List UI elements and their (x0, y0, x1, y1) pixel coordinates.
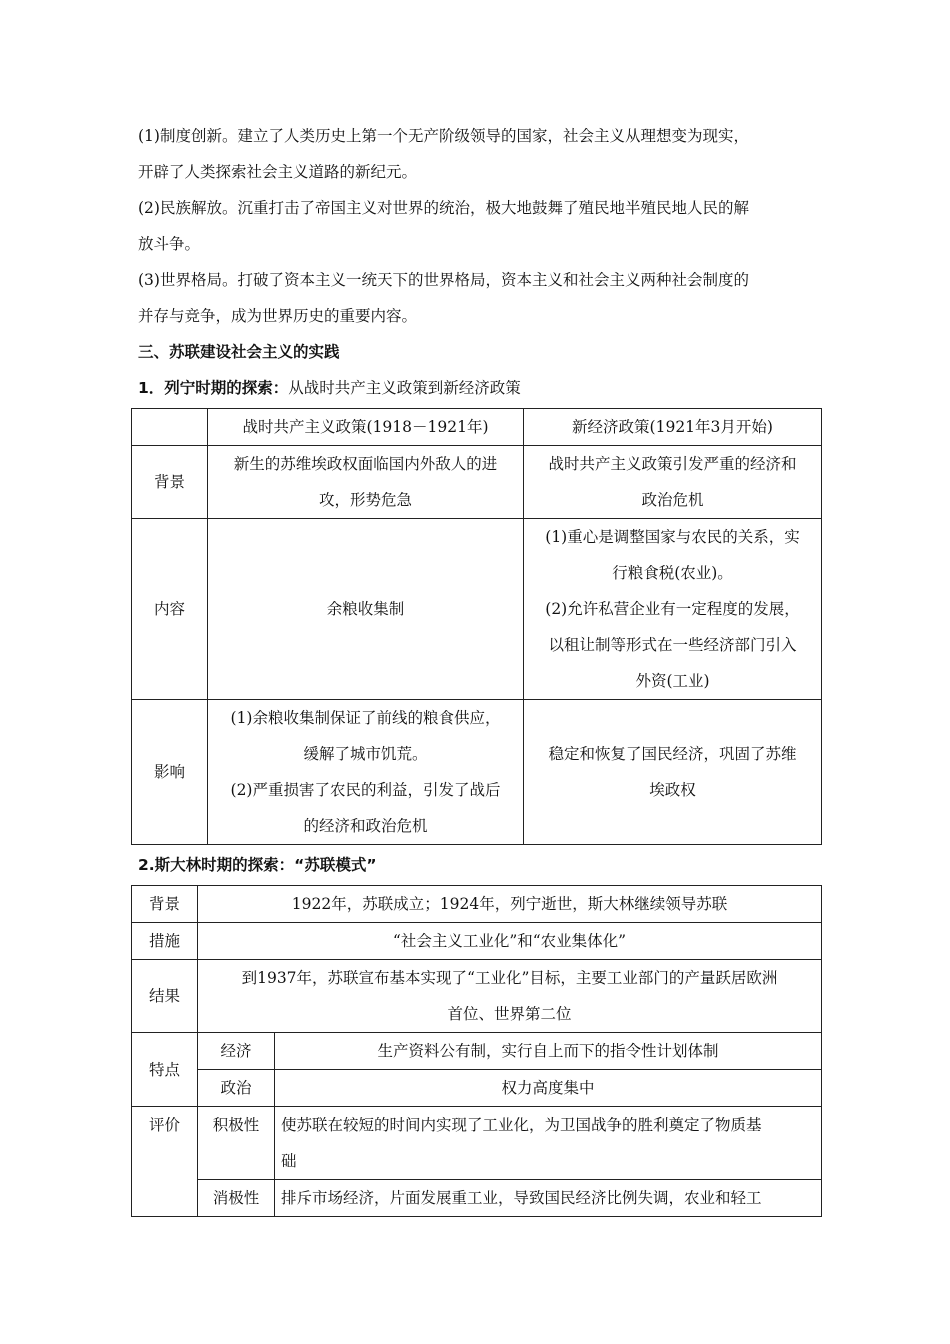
cell-politics-value: 权力高度集中 (275, 1070, 822, 1107)
row-label-result: 结果 (132, 960, 198, 1033)
sublabel-positive: 积极性 (198, 1107, 275, 1180)
table-row (132, 923, 822, 960)
paragraph-institutional-innovation: (1)制度创新。建立了人类历史上第一个无产阶级领导的国家，社会主义从理想变为现实， 开辟了人类探索社会主义道路的新纪元。 (138, 127, 749, 181)
row-label-measures: 措施 (132, 923, 198, 960)
row-label-background: 背景 (132, 886, 198, 923)
cell-negative-value: 排斥市场经济，片面发展重工业，导致国民经济比例失调，农业和轻工 (275, 1180, 822, 1217)
row-label-evaluation: 评价 (132, 1107, 198, 1217)
sublabel-politics: 政治 (198, 1070, 275, 1107)
header-new-economic-policy: 新经济政策(1921年3月开始) (524, 409, 822, 446)
table-row (132, 960, 822, 1033)
paragraph-national-liberation: (2)民族解放。沉重打击了帝国主义对世界的统治，极大地鼓舞了殖民地半殖民地人民的解 放斗争。 (138, 199, 749, 253)
stalin-model-table (131, 885, 822, 1217)
row-label-impact: 影响 (132, 700, 208, 845)
document-body (138, 118, 822, 1217)
table-row (132, 1070, 822, 1107)
cell-result-value: 到1937年，苏联宣布基本实现了“工业化”目标，主要工业部门的产量跃居欧洲 首位、世界第二位 (198, 960, 822, 1033)
sublabel-negative: 消极性 (198, 1180, 275, 1217)
row-label-background: 背景 (132, 446, 208, 519)
cell-background-value: 1922年，苏联成立；1924年，列宁逝世，斯大林继续领导苏联 (198, 886, 822, 923)
cell-measures-value: “社会主义工业化”和“农业集体化” (198, 923, 822, 960)
cell-nep-impact: 稳定和恢复了国民经济，巩固了苏维 埃政权 (524, 700, 822, 845)
cell-war-background: 新生的苏维埃政权面临国内外敌人的进 攻，形势危急 (208, 446, 524, 519)
table-row (132, 446, 822, 519)
subsection-stalin-heading: 2.斯大林时期的探索：“苏联模式” (138, 856, 377, 874)
section-heading: 三、苏联建设社会主义的实践 (138, 343, 340, 361)
table-row (132, 700, 822, 845)
table-row (132, 519, 822, 700)
sublabel-economy: 经济 (198, 1033, 275, 1070)
cell-war-impact: (1)余粮收集制保证了前线的粮食供应， 缓解了城市饥荒。 (2)严重损害了农民的利益，引发了战后 的经济和政治危机 (208, 700, 524, 845)
cell-positive-value: 使苏联在较短的时间内实现了工业化，为卫国战争的胜利奠定了物质基 础 (275, 1107, 822, 1180)
lenin-policy-table (131, 408, 822, 845)
paragraph-world-pattern: (3)世界格局。打破了资本主义一统天下的世界格局，资本主义和社会主义两种社会制度的 并存与竞争，成为世界历史的重要内容。 (138, 271, 749, 325)
subsection-lenin-heading: 1．列宁时期的探索：从战时共产主义政策到新经济政策 (138, 379, 521, 397)
cell-economy-value: 生产资料公有制，实行自上而下的指令性计划体制 (275, 1033, 822, 1070)
cell-war-content: 余粮收集制 (208, 519, 524, 700)
cell-nep-background: 战时共产主义政策引发严重的经济和 政治危机 (524, 446, 822, 519)
table-row (132, 1180, 822, 1217)
table-row (132, 1107, 822, 1180)
cell-nep-content: (1)重心是调整国家与农民的关系，实 行粮食税(农业)。 (2)允许私营企业有一定程度的发展， 以租让制等形式在一些经济部门引入 外资(工业) (524, 519, 822, 700)
header-war-communism: 战时共产主义政策(1918－1921年) (208, 409, 524, 446)
table-row (132, 1033, 822, 1070)
row-label-features: 特点 (132, 1033, 198, 1107)
row-label-content: 内容 (132, 519, 208, 700)
table-row (132, 886, 822, 923)
table-row (132, 409, 822, 446)
table-cell-empty (132, 409, 208, 446)
